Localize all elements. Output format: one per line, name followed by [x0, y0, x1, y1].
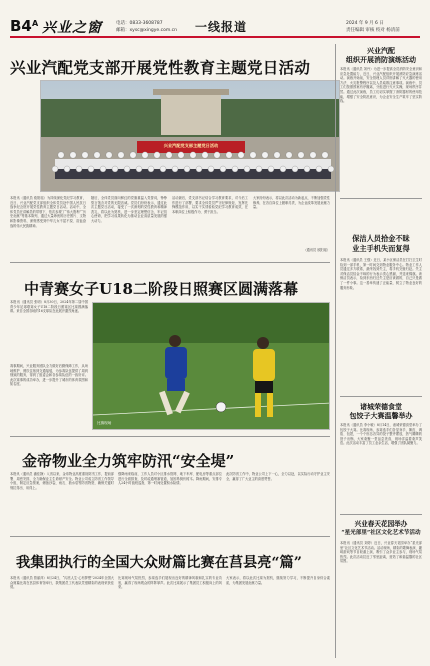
soccer-match-image: [93, 303, 330, 430]
article1-byline: （通讯员 欧阳瑶）: [303, 248, 330, 252]
sidebar3-title-l2: 包饺子大赛温馨举办: [349, 411, 413, 420]
article1-title: 兴业汽配党支部开展党性教育主题党日活动: [10, 58, 311, 77]
article4-title: 我集团执行的全国大众财篇比赛在莒县亮“篇”: [16, 555, 302, 571]
page-number: B4: [10, 17, 32, 35]
sidebar3-body: 本报讯（通讯员 李小敏）8月14日，诸城荣德食堂举办了包饺子大赛。比赛现场，参赛选手们各显身手，擀皮、调馅、包捏，一个个形态各异的饺子整齐摆放，热气腾腾的饺子出锅，大家欢聚一堂品尝美食，现场洋溢着欢声笑语。此次活动丰富了员工业余生活，增强了团队凝聚力。: [340, 423, 422, 446]
article4-col2: 比赛现场气氛热烈，参赛选手们展现出良好的精神风貌和扎实的专业功底，赢得了现场观众的阵阵掌声。此次比赛展示了集团员工积极向上的风采。: [118, 576, 222, 590]
sidebar4-title-l1: 兴业春天花园举办: [354, 520, 408, 528]
divider: [10, 436, 330, 437]
article3-title: 金帝物业全力筑牢防汛“安全堤”: [22, 452, 235, 470]
article1-col3: 活动最后，党支部书记结合学习教育要求，对今后工作进行了部署，要求全体党员严守纪律规矩，发挥先锋模范作用，以实干实绩检验党纪学习教育成效，在本职岗位上积极作为、勇于担当。: [172, 196, 248, 214]
sidebar1-body: 本报讯（通讯员 刘丹）为进一步提高全员消防安全意识和应急处置能力，近日，兴业汽配组织开展消防应急演练活动。演练开始前，安全管理人员详细讲解了灭火器的使用方法、火灾报警程序以及人员疏散注意事项。演练中，员工们按照预案有序撤离，分组进行灭火实操，现场秩序井然。通过此次演练，员工们切实掌握了消防器材的使用技能，增强了安全防范意识，为企业安全生产筑牢了坚实防线。: [340, 67, 422, 104]
group-photo-image: [41, 81, 340, 192]
sidebar1-title-l2: 组织开展消防演练活动: [346, 55, 416, 64]
sidebar2-title-l1: 保洁人员拾金不昧: [352, 234, 410, 243]
header-rule: [10, 36, 420, 38]
sidebar4-body: 本报讯（通讯员 刘婷）近日，兴业春天花园举办“星光部里”社区文化艺术节活动。活动现场，精彩的歌舞表演、趣味游戏等节目轮番上演，吸引了众多业主参与，现场气氛热烈。此次活动拉近了邻里距离，营造了和谐温馨的社区氛围。: [340, 541, 422, 564]
article3-col3: 此次防汛工作中，物业公司上下一心，全力以赴，以实际行动守护业主安全，赢得了广大业主的高度赞誉。: [226, 472, 330, 481]
sidebar2-title-l2: 业主手机失而复得: [352, 244, 410, 253]
article2-col1: 本报讯（通讯员 张明）8月30日，2024年第二届中国青少年足球联赛女子U18二阶段日照赛区比赛圆满落幕。来自全国各地的16支球队在此展开激烈角逐。: [10, 300, 88, 314]
article2-text-left: [10, 300, 88, 430]
article1-col2: 随后，全体党员面向鲜红的党旗重温入党誓词，铮铮誓言饱含对党的无限忠诚。党员们纷纷表示，通过此次主题党日活动，接受了一次深刻的党性教育和精神洗礼，将以此为契机，进一步坚定理想信念，牢记初心使命，把学习成果转化为推动企业高质量发展的强大动力。: [91, 196, 167, 223]
article2-photo: [92, 302, 330, 430]
article4-col3: 大家表示，将以此次比赛为契机，继续努力学习，不断提升自身综合素质，为集团发展贡献力量。: [226, 576, 330, 585]
divider: [10, 536, 330, 537]
article4-body: [10, 576, 330, 656]
article3-col2: 强降雨来临前，工作人员对小区排水管网、地下车库、配电房等重点部位进行全面排查，及时疏通堵塞管道，加固易倒伏树木。降雨期间，安排专人24小时值班巡查，第一时间处置积水险情。: [118, 472, 222, 486]
article3-col1: 本报讯（通讯员 潘佳静）入汛以来，金帝物业高度重视防汛工作，提前部署、周密安排，全力确保业主生命财产安全。物业公司成立防汛工作领导小组，制定应急预案，储备沙袋、雨衣、抽水泵等防汛物资，确保关键时刻拉得出、用得上。: [10, 472, 114, 490]
sidebar-article-culture-festival: [340, 520, 422, 658]
divider: [340, 396, 422, 397]
sidebar-article-dumpling-contest: [340, 402, 422, 512]
article1-photo: [40, 80, 340, 192]
section-mark: A: [32, 19, 39, 28]
sidebar-divider: [335, 44, 336, 658]
article1-col1: 本报讯（通讯员 欧阳瑶）为持续深化党纪学习教育，近日，兴业汽配党支部组织全体党员赴中国人民抗日战争纪念馆开展党性教育主题党日活动。活动中，全体党员在讲解员的带领下，依次参观了“伟大胜利”“历史贡献”等基本陈列，通过大量珍贵的历史图片、文物和影像资料，深刻感受到中华儿女不屈不挠、浴血奋战的伟大民族精神。: [10, 196, 86, 228]
ball: [216, 402, 226, 412]
divider: [10, 262, 330, 263]
divider: [340, 198, 422, 199]
divider: [340, 514, 422, 515]
sidebar2-body: 本报讯（通讯员 王强）近日，某小区保洁员在打扫卫生时捡到一部手机，第一时间交到物业服务中心。物业工作人员通过多方联系，最终找到失主，将手机完璧归赵。失主对保洁员拾金不昧的行为表示衷心感谢，并送来锦旗。该保洁员表示，捡到东西归还失主是应该做的，自己只是做了一件小事。这一善举传递了正能量，树立了物业良好的服务形象。: [340, 258, 422, 290]
contact-phone: 电话：0833-3608787: [116, 21, 163, 26]
article2-photo-caption: 比赛现场: [97, 421, 112, 425]
sidebar-article-lost-phone: [340, 234, 422, 394]
article1-col4: 大家纷纷表示，将以此次活动为新起点，不断加强党性修养，在各自岗位上履职尽责，为企业改革发展贡献力量。: [253, 196, 330, 210]
issue-date: 2024 年 9 月 6 日: [346, 21, 384, 26]
sidebar4-title-l2: “星光部里”社区文化艺术节活动: [341, 530, 421, 536]
sidebar1-title-l1: 兴业汽配: [367, 46, 395, 55]
editors-line: 责任编辑 审核 校对 杨清前: [346, 28, 400, 33]
article2-title: 中青赛女子U18二阶段日照赛区圆满落幕: [24, 280, 298, 298]
sidebar3-title-l1: 诸城荣德食堂: [360, 402, 402, 411]
article3-body: [10, 472, 330, 530]
paper-name-logo: 兴业之窗: [42, 20, 102, 36]
article1-body: [10, 196, 330, 256]
article4-col1: 本报讯（通讯员 曾丽萍）8月24日，“闪亮人生·心有梦想”2024年全国大众财篇比赛在莒县体育馆举行，我集团员工代表队凭借精彩的表现荣获佳绩。: [10, 576, 114, 590]
photo-banner-text: 兴业汽配党支部主题党日活动: [163, 143, 219, 148]
article2-col2: 赛事期间，兴业服务团队全力做好后勤保障工作，从场地维护、餐饮住宿到交通接驳，为参赛队伍提供了周到细致的服务，得到了组委会和各参赛队伍的一致好评。此次赛事的成功举办，进一步提升了城市的体育氛围和知名度。: [10, 364, 88, 387]
section-title: 一线报道: [195, 20, 248, 34]
sidebar-article-fire-drill: [340, 46, 422, 194]
contact-email: 邮箱：xysc@xingye.com.cn: [116, 28, 177, 33]
page-header: [0, 0, 430, 40]
